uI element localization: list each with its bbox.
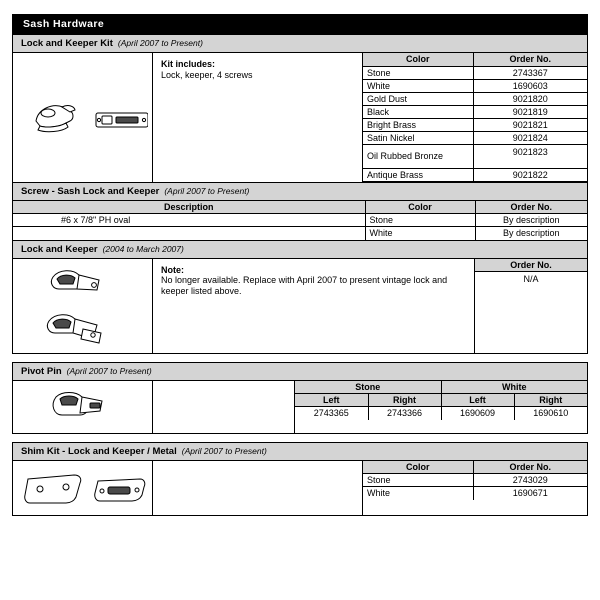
cell-order-no: 9021820 — [473, 92, 587, 105]
group-header-white: White — [441, 381, 587, 394]
section-title: Pivot Pin — [21, 365, 62, 377]
cell-order-no: 1690671 — [473, 487, 587, 500]
table-row — [363, 474, 587, 487]
section-pivot-pin — [12, 363, 588, 434]
cell-color: White — [363, 79, 473, 92]
column-header-left: Left — [295, 394, 368, 407]
section-lock-and-keeper-legacy — [12, 241, 588, 354]
table-row — [363, 105, 587, 118]
column-header-color: Color — [363, 53, 473, 66]
cell-order-no: By description — [475, 227, 587, 240]
column-header-left: Left — [441, 394, 514, 407]
cell-order-no: 1690603 — [473, 79, 587, 92]
cell-order-no: 9021823 — [473, 144, 587, 168]
cell-order-no: 2743029 — [473, 474, 587, 487]
column-header-order-no: Order No. — [475, 259, 587, 272]
table-row — [363, 66, 587, 79]
note-title: Note: — [161, 264, 184, 275]
kit-includes-title: Kit includes: — [161, 59, 216, 69]
table-row — [363, 487, 587, 500]
section-note: (April 2007 to Present) — [164, 185, 250, 196]
cell-order-no: By description — [475, 214, 587, 227]
section-header — [13, 443, 587, 461]
order-table-pivot-pin — [295, 381, 587, 433]
table-row — [13, 214, 587, 227]
section-note: (April 2007 to Present) — [66, 365, 152, 376]
table-row — [363, 79, 587, 92]
pivot-pin-blank-cell — [153, 381, 295, 433]
table-row — [363, 131, 587, 144]
section-lock-and-keeper-kit — [12, 35, 588, 183]
cell-order-no: 9021824 — [473, 131, 587, 144]
cell-color: Gold Dust — [363, 92, 473, 105]
kit-includes-text: Lock, keeper, 4 screws — [161, 70, 253, 80]
product-image-pivot-pin — [13, 381, 153, 433]
section-note: (2004 to March 2007) — [102, 243, 184, 254]
cell-description: #6 x 7/8" PH oval — [13, 214, 365, 227]
table-row — [13, 227, 587, 240]
cell-color: White — [365, 227, 475, 240]
page-title: Sash Hardware — [12, 14, 588, 35]
order-table-lock-keeper-kit — [363, 53, 587, 182]
cell-order-no: N/A — [523, 274, 539, 284]
kit-includes-block — [153, 53, 363, 182]
product-image-lock-keeper-kit — [13, 53, 153, 182]
cell-order-no: 2743366 — [368, 407, 441, 420]
table-row — [363, 118, 587, 131]
section-pivot-pin-wrap — [12, 362, 588, 434]
cell-color: White — [363, 487, 473, 500]
legacy-note-block — [153, 259, 475, 353]
cell-color: Stone — [363, 474, 473, 487]
table-row — [475, 272, 587, 286]
cell-order-no: 1690610 — [514, 407, 587, 420]
order-table-shim-kit — [363, 461, 587, 515]
section-header — [13, 363, 587, 381]
note-text: No longer available. Replace with April 2007 to present vintage lock and keeper listed above. — [161, 274, 448, 296]
cell-order-no: 2743365 — [295, 407, 368, 420]
cell-color: Satin Nickel — [363, 131, 473, 144]
section-title: Lock and Keeper — [21, 243, 98, 255]
section-screw-sash-lock-and-keeper — [12, 183, 588, 241]
shim-kit-blank-cell — [153, 461, 363, 515]
column-header-order-no: Order No. — [475, 201, 587, 214]
cell-color: Oil Rubbed Bronze — [363, 144, 473, 168]
section-shim-kit — [12, 443, 588, 516]
column-header-order-no: Order No. — [473, 53, 587, 66]
column-header-color: Color — [363, 461, 473, 474]
section-title: Screw - Sash Lock and Keeper — [21, 185, 160, 197]
table-row — [363, 168, 587, 181]
cell-order-no: 9021819 — [473, 105, 587, 118]
section-gap — [12, 354, 588, 362]
column-header-color: Color — [365, 201, 475, 214]
cell-order-no: 2743367 — [473, 66, 587, 79]
table-row — [363, 144, 587, 168]
column-header-right: Right — [368, 394, 441, 407]
cell-color: Antique Brass — [363, 168, 473, 181]
section-note: (April 2007 to Present) — [117, 38, 203, 48]
cell-color: Black — [363, 105, 473, 118]
section-header — [13, 241, 587, 259]
section-note: (April 2007 to Present) — [181, 445, 267, 456]
section-shim-kit-wrap — [12, 442, 588, 516]
group-header-stone: Stone — [295, 381, 441, 394]
table-row — [295, 407, 587, 420]
cell-order-no: 9021821 — [473, 118, 587, 131]
cell-color: Bright Brass — [363, 118, 473, 131]
order-table-legacy — [475, 259, 587, 353]
cell-order-no: 9021822 — [473, 168, 587, 181]
cell-color: Stone — [365, 214, 475, 227]
column-header-description: Description — [13, 201, 365, 214]
product-image-shim-kit — [13, 461, 153, 515]
cell-color: Stone — [363, 66, 473, 79]
section-header — [13, 35, 587, 53]
section-gap — [12, 434, 588, 442]
cell-description — [13, 227, 365, 240]
column-header-right: Right — [514, 394, 587, 407]
cell-order-no: 1690609 — [441, 407, 514, 420]
product-image-lock-keeper-legacy — [13, 259, 153, 353]
section-title: Lock and Keeper Kit — [21, 38, 113, 49]
column-header-order-no: Order No. — [473, 461, 587, 474]
table-row — [363, 92, 587, 105]
section-title: Shim Kit - Lock and Keeper / Metal — [21, 445, 177, 457]
section-header — [13, 183, 587, 201]
